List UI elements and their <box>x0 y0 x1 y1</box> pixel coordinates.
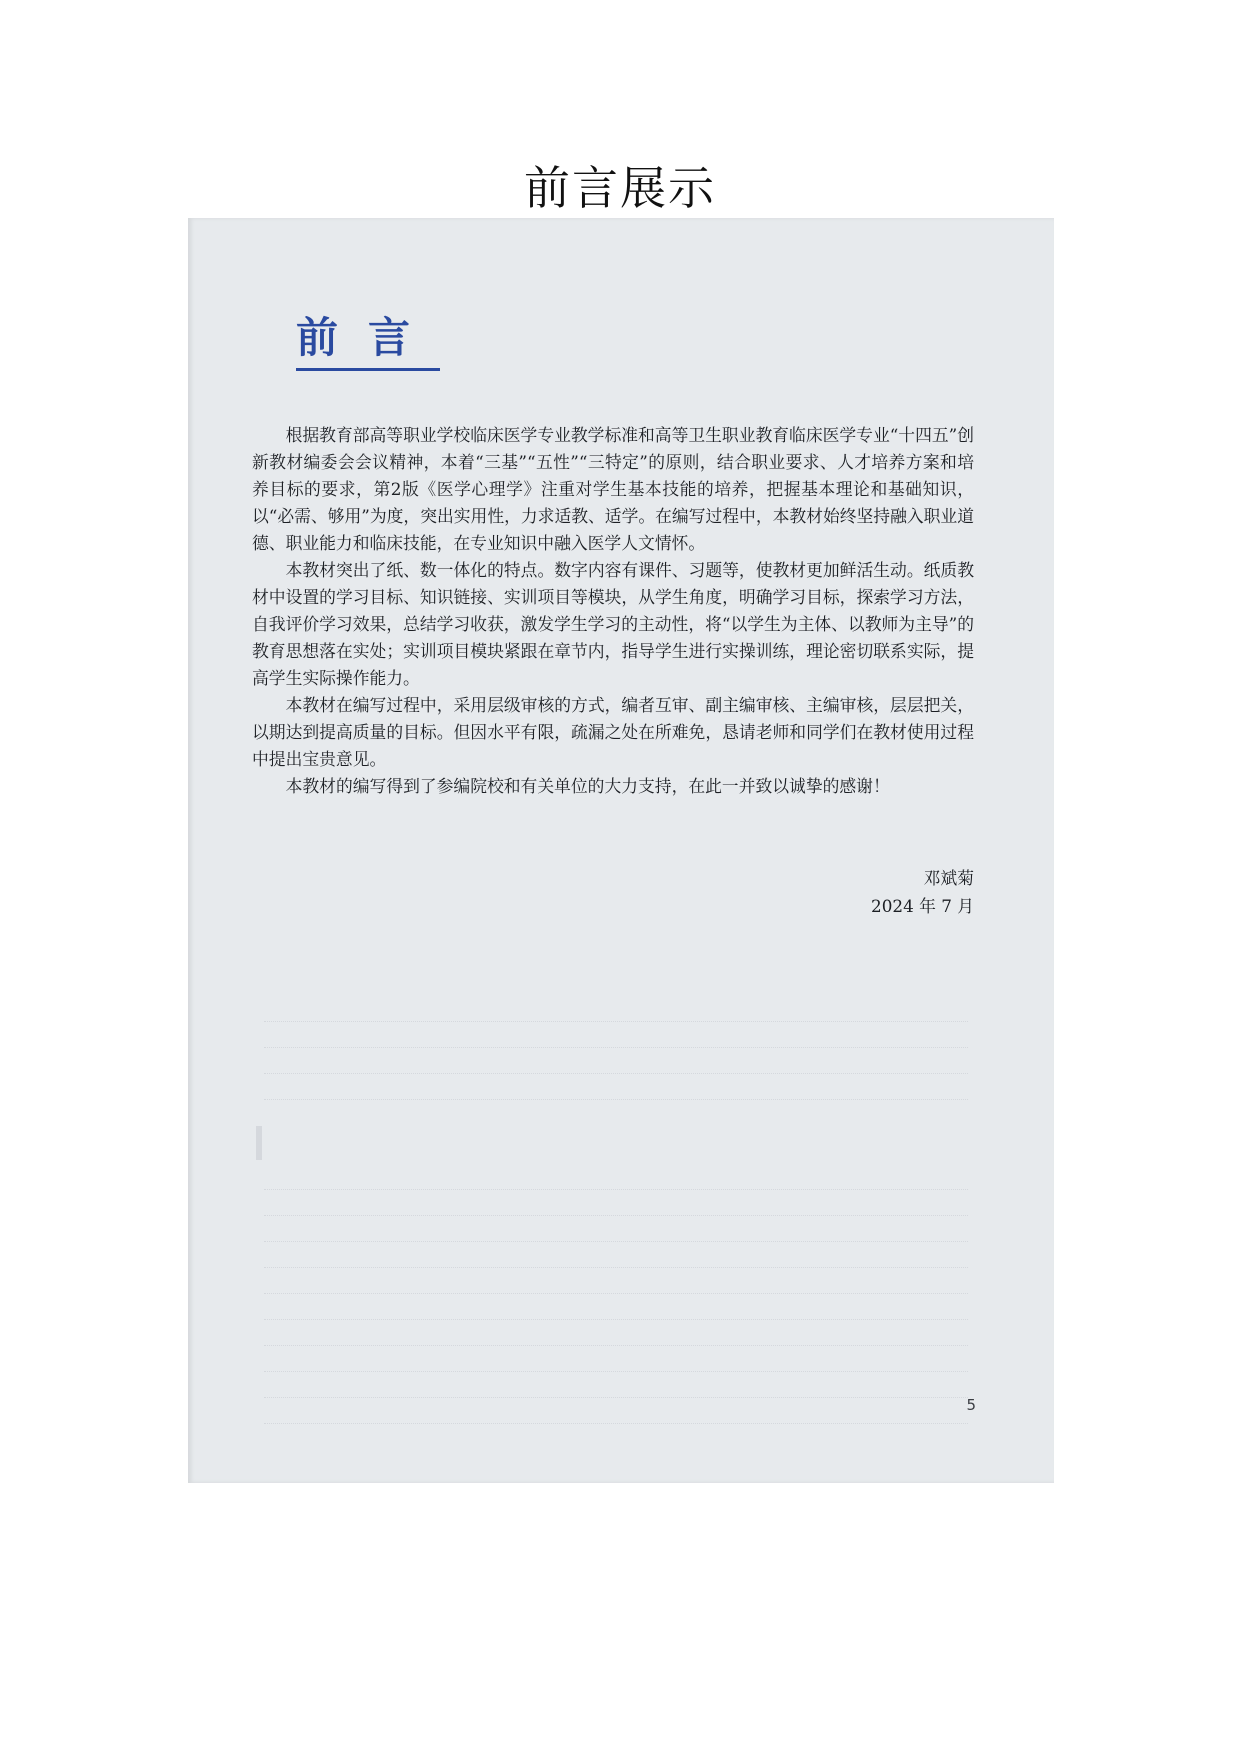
ghost-line <box>256 1034 976 1060</box>
preface-body <box>252 422 974 800</box>
signature-block <box>871 864 974 920</box>
ghost-line <box>256 1254 976 1280</box>
ghost-line <box>256 1008 976 1034</box>
scanned-page <box>188 218 1054 1483</box>
ghost-line <box>256 1176 976 1202</box>
ghost-line <box>256 1410 976 1436</box>
ghost-line <box>256 1384 976 1410</box>
ghost-line <box>256 1306 976 1332</box>
ghost-line <box>256 1202 976 1228</box>
author-name: 邓斌菊 <box>923 868 974 888</box>
preface-paragraph: 本教材的编写得到了参编院校和有关单位的大力支持，在此一并致以诚挚的感谢！ <box>285 776 890 796</box>
ghost-line <box>256 1060 976 1086</box>
ghost-line <box>256 1358 976 1384</box>
preface-paragraph: 本教材在编写过程中，采用层级审核的方式，编者互审、副主编审核、主编审核，层层把关，以期达到提高质量的目标。但因水平有限，疏漏之处在所难免，恳请老师和同学们在教材使用过程中提出宝贵意见。 <box>252 695 974 769</box>
page-number: 5 <box>966 1396 976 1414</box>
page-heading: 前言展示 <box>524 161 716 215</box>
preface-title: 前言 <box>296 310 440 371</box>
ghost-chapter-bar <box>256 1126 976 1160</box>
ghost-line <box>256 1086 976 1112</box>
ghost-line <box>256 1280 976 1306</box>
ghost-line <box>256 1228 976 1254</box>
bleed-through-decoration <box>256 1008 976 1436</box>
preface-paragraph: 根据教育部高等职业学校临床医学专业教学标准和高等卫生职业教育临床医学专业“十四五”创新教材编委会会议精神，本着“三基”“五性”“三特定”的原则，结合职业要求、人才培养方案和培养目标的要求，第2版《医学心理学》注重对学生基本技能的培养，把握基本理论和基础知识，以“必需、够用”为度，突出实用性，力求适教、适学。在编写过程中，本教材始终坚持融入职业道德、职业能力和临床技能，在专业知识中融入医学人文情怀。 <box>252 425 975 553</box>
ghost-line <box>256 1332 976 1358</box>
preface-paragraph: 本教材突出了纸、数一体化的特点。数字内容有课件、习题等，使教材更加鲜活生动。纸质教材中设置的学习目标、知识链接、实训项目等模块，从学生角度，明确学习目标，探索学习方法，自我评价学习效果，总结学习收获，激发学生学习的主动性，将“以学生为主体、以教师为主导”的教育思想落在实处；实训项目模块紧跟在章节内，指导学生进行实操训练，理论密切联系实际，提高学生实际操作能力。 <box>252 560 974 688</box>
preface-date: 2024 年 7 月 <box>871 896 974 916</box>
